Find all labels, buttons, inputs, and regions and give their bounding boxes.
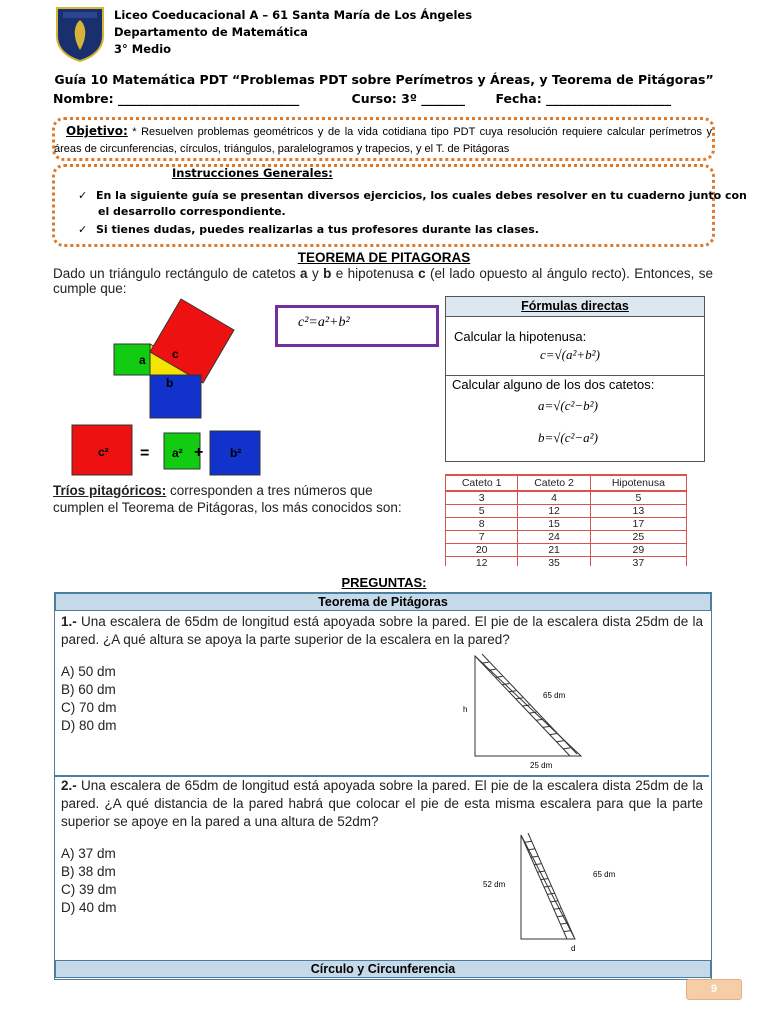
- student-info-line: [53, 91, 671, 106]
- triples-cell: 3: [446, 491, 518, 505]
- triples-cell: 20: [446, 544, 518, 557]
- instruction-item-1: [78, 188, 747, 204]
- q1-option-2[interactable]: C) 70 dm: [61, 700, 117, 715]
- triples-cell: 12: [518, 505, 590, 518]
- course-field[interactable]: _______: [421, 91, 465, 106]
- grade-level: 3° Medio: [114, 42, 172, 56]
- sq-a-label: a²: [172, 446, 183, 460]
- instruction-1-text: En la siguiente guía se presentan diversos ejercicios, los cuales debes resolver en tu cuaderno junto con: [96, 189, 747, 202]
- legs-label: Calcular alguno de los dos catetos:: [452, 377, 655, 392]
- triples-cell: 21: [518, 544, 590, 557]
- direct-formulas-table: [445, 296, 705, 462]
- objective-text: [54, 123, 712, 158]
- triples-header-1: Cateto 2: [518, 475, 590, 491]
- section-pythagoras: Teorema de Pitágoras: [55, 593, 711, 611]
- school-name: Liceo Coeducacional A – 61 Santa María de Los Ángeles: [114, 8, 473, 22]
- instruction-item-1-cont: el desarrollo correspondiente.: [98, 205, 286, 218]
- pythagoras-definition: Dado un triángulo rectángulo de catetos a y b e hipotenusa c (el lado opuesto al ángulo recto). Entonces, se cumple que:: [53, 266, 713, 296]
- question-2-text: 2.- Una escalera de 65dm de longitud está apoyada sobre la pared. El pie de la escalera dista 25dm de la pared. ¿A qué distancia de la pared habrá que colocar el pie de esta misma escalera para que la parte superior se apoye en la pared a una altura de 52dm?: [61, 778, 703, 829]
- name-label: Nombre:: [53, 91, 114, 106]
- pythagoras-formula: c²=a²+b²: [298, 315, 350, 330]
- triples-cell: 17: [590, 518, 686, 531]
- triples-row: [446, 531, 687, 544]
- triples-cell: 29: [590, 544, 686, 557]
- hypotenuse-cell: [446, 317, 704, 376]
- triples-cell: 5: [446, 505, 518, 518]
- ladder-figure-2: [475, 833, 655, 953]
- triples-cell: 12: [446, 557, 518, 567]
- checkmark-icon: ✓: [78, 223, 88, 236]
- formula-box: [275, 305, 439, 347]
- fig2-height-label: 52 dm: [483, 880, 506, 889]
- squares-equation: [70, 423, 270, 479]
- question-1-text: 1.- Una escalera de 65dm de longitud está apoyada sobre la pared. El pie de la escalera dista 25dm de la pared. ¿A qué altura se apoya la parte superior de la escalera en la pared?: [61, 614, 703, 647]
- instructions-title: Instrucciones Generales:: [172, 166, 333, 180]
- hypotenuse-formula: c=√(a²+b²): [540, 347, 600, 362]
- triples-cell: 7: [446, 531, 518, 544]
- triples-cell: 24: [518, 531, 590, 544]
- name-field[interactable]: _____________________________: [118, 91, 300, 106]
- section-circle: Círculo y Circunferencia: [55, 960, 711, 978]
- guide-title: Guía 10 Matemática PDT “Problemas PDT sobre Perímetros y Áreas, y Teorema de Pitágoras”: [54, 72, 714, 87]
- triples-label: Tríos pitagóricos:: [53, 483, 167, 498]
- triples-row: [446, 505, 687, 518]
- triples-table: [445, 474, 687, 566]
- instruction-2-text: Si tienes dudas, puedes realizarlas a tus profesores durante las clases.: [96, 223, 539, 236]
- triples-cell: 5: [590, 491, 686, 505]
- square-b: [150, 375, 201, 418]
- question-1-options: [61, 663, 117, 735]
- triples-cell: 25: [590, 531, 686, 544]
- triples-cell: 37: [590, 557, 686, 567]
- label-a: a: [139, 353, 146, 367]
- pythagorean-triples-text: [53, 482, 418, 516]
- ladder-figure-1: [458, 650, 648, 770]
- fig1-base-label: 25 dm: [530, 761, 553, 770]
- q2-option-1[interactable]: B) 38 dm: [61, 864, 116, 879]
- q1-option-3[interactable]: D) 80 dm: [61, 718, 117, 733]
- triples-header-2: Hipotenusa: [590, 475, 686, 491]
- course-label: Curso: 3º: [351, 91, 417, 106]
- triples-cell: 4: [518, 491, 590, 505]
- objective-body: * Resuelven problemas geométricos y de la vida cotidiana tipo PDT cuya resolución requiere calcular perímetros y áreas de circunferencias, círculos, triángulos, paralelogramos y trapecios, y el T. de Pitágoras: [54, 126, 712, 155]
- label-c: c: [172, 347, 179, 361]
- fig1-side-label: 65 dm: [543, 691, 566, 700]
- q2-option-0[interactable]: A) 37 dm: [61, 846, 116, 861]
- leg-b-formula: b=√(c²−a²): [538, 430, 598, 445]
- school-header: [114, 7, 472, 58]
- sq-b-label: b²: [230, 446, 242, 460]
- questions-table: [54, 592, 712, 980]
- triples-row: [446, 544, 687, 557]
- plus-sign: +: [194, 444, 204, 461]
- direct-formulas-title: Fórmulas directas: [446, 297, 704, 317]
- label-b: b: [166, 376, 174, 390]
- fig2-base-label: d: [571, 944, 576, 953]
- equals-sign: =: [140, 445, 150, 462]
- q1-option-1[interactable]: B) 60 dm: [61, 682, 116, 697]
- triples-description: corresponden a tres números que cumplen el Teorema de Pitágoras, los más conocidos son:: [53, 483, 402, 515]
- triples-cell: 8: [446, 518, 518, 531]
- triples-row: [446, 518, 687, 531]
- questions-title: PREGUNTAS:: [341, 575, 427, 590]
- triples-cell: 15: [518, 518, 590, 531]
- triples-header-0: Cateto 1: [446, 475, 518, 491]
- objective-label: Objetivo:: [66, 124, 128, 138]
- pythagoras-diagram: [108, 298, 268, 423]
- triples-cell: 35: [518, 557, 590, 567]
- fig1-height-label: h: [463, 705, 468, 714]
- question-2: [55, 777, 709, 959]
- sq-c-label: c²: [98, 445, 109, 459]
- page-number: 9: [686, 979, 742, 1000]
- q2-option-3[interactable]: D) 40 dm: [61, 900, 117, 915]
- q2-option-2[interactable]: C) 39 dm: [61, 882, 117, 897]
- department-name: Departamento de Matemática: [114, 25, 308, 39]
- date-field[interactable]: ____________________: [546, 91, 672, 106]
- date-label: Fecha:: [495, 91, 542, 106]
- triples-row: [446, 491, 687, 505]
- question-2-options: [61, 845, 117, 917]
- triples-row: [446, 557, 687, 567]
- hypotenuse-label: Calcular la hipotenusa:: [454, 329, 587, 344]
- triples-grid: [445, 474, 687, 566]
- q1-option-0[interactable]: A) 50 dm: [61, 664, 116, 679]
- school-logo: [55, 6, 105, 62]
- pythagoras-title: TEOREMA DE PITAGORAS: [297, 250, 471, 265]
- fig2-side-label: 65 dm: [593, 870, 616, 879]
- legs-cell: [446, 376, 704, 460]
- leg-a-formula: a=√(c²−b²): [538, 398, 598, 413]
- question-1: [55, 610, 709, 777]
- checkmark-icon: ✓: [78, 189, 88, 202]
- instruction-item-2: [78, 222, 539, 238]
- triples-cell: 13: [590, 505, 686, 518]
